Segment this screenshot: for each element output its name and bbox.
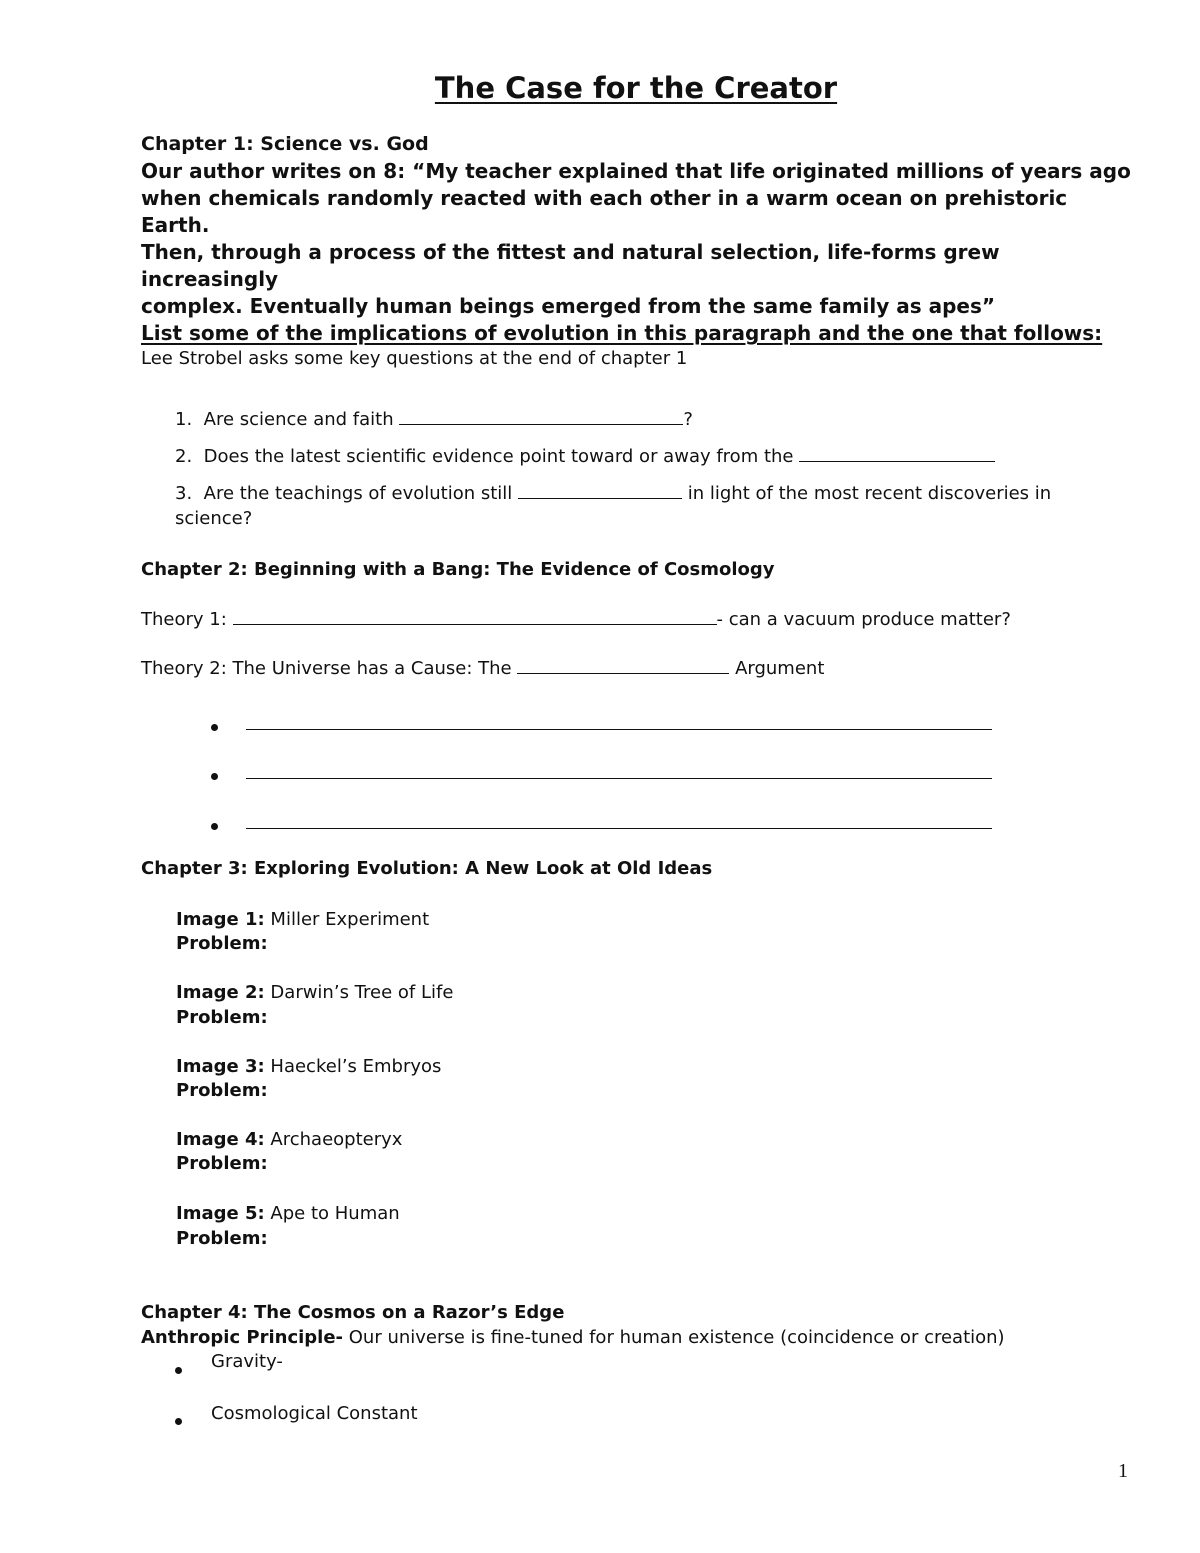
quote-line: complex. Eventually human beings emerged from the same family as apes”: [141, 294, 996, 318]
question-end: ?: [683, 409, 693, 430]
answer-blank[interactable]: [399, 409, 683, 425]
quote-line: Our author writes on 8: “My teacher explained that life originated millions of years ago: [141, 159, 1131, 183]
problem-label: Problem:: [176, 933, 268, 954]
question-number: 1.: [175, 409, 193, 430]
theory-1-label: Theory 1:: [141, 609, 227, 630]
image-item: [176, 982, 453, 1003]
answer-blank[interactable]: [233, 609, 717, 625]
question-number: 2.: [175, 446, 193, 467]
document-title: The Case for the Creator: [434, 71, 838, 105]
question-text: Are the teachings of evolution still: [203, 483, 513, 504]
image-name: Ape to Human: [270, 1203, 400, 1224]
image-item: [176, 1203, 400, 1224]
image-name: Archaeopteryx: [270, 1129, 403, 1150]
problem-label: Problem:: [176, 1228, 268, 1249]
problem-label: Problem:: [176, 1080, 268, 1101]
answer-line[interactable]: [246, 715, 992, 730]
theory-2-label: Theory 2: The Universe has a Cause: The: [141, 658, 512, 679]
page-number: 1: [1118, 1460, 1128, 1482]
answer-blank[interactable]: [518, 483, 682, 499]
chapter-1-heading: Chapter 1: Science vs. God: [141, 133, 429, 155]
bullet-icon: [211, 815, 218, 834]
chapter-1-quote: [141, 158, 1141, 347]
question-1: [175, 409, 693, 430]
anthropic-principle: [141, 1327, 1005, 1348]
list-item: Cosmological Constant: [211, 1403, 418, 1424]
theory-1-end: - can a vacuum produce matter?: [716, 609, 1011, 630]
image-item: [176, 1056, 441, 1077]
list-item: Gravity-: [211, 1351, 283, 1372]
bullet-icon: [211, 765, 218, 784]
quote-line: Then, through a process of the fittest and natural selection, life-forms grew increasingly: [141, 240, 1000, 291]
bullet-icon: [175, 1359, 182, 1378]
problem-label: Problem:: [176, 1007, 268, 1028]
image-name: Haeckel’s Embryos: [270, 1056, 442, 1077]
question-number: 3.: [175, 483, 193, 504]
image-label: Image 5:: [176, 1203, 265, 1224]
answer-line[interactable]: [246, 764, 992, 779]
bullet-icon: [211, 716, 218, 735]
theory-2-end: Argument: [735, 658, 825, 679]
bullet-icon: [175, 1410, 182, 1429]
image-item: [176, 1129, 402, 1150]
principle-text: Our universe is fine-tuned for human existence (coincidence or creation): [348, 1327, 1005, 1348]
question-text: Are science and faith: [203, 409, 394, 430]
answer-blank[interactable]: [517, 658, 729, 674]
answer-blank[interactable]: [799, 446, 995, 462]
question-2: [175, 446, 995, 467]
question-3: [175, 483, 1051, 504]
image-label: Image 4:: [176, 1129, 265, 1150]
chapter-4-heading: Chapter 4: The Cosmos on a Razor’s Edge: [141, 1302, 565, 1323]
questions-intro: Lee Strobel asks some key questions at the end of chapter 1: [141, 348, 688, 369]
image-label: Image 3:: [176, 1056, 265, 1077]
image-item: [176, 909, 429, 930]
principle-label: Anthropic Principle-: [141, 1327, 344, 1348]
chapter-2-heading: Chapter 2: Beginning with a Bang: The Evidence of Cosmology: [141, 559, 775, 580]
image-name: Miller Experiment: [270, 909, 430, 930]
image-label: Image 2:: [176, 982, 265, 1003]
theory-1: [141, 609, 1011, 630]
theory-2: [141, 658, 824, 679]
quote-line: when chemicals randomly reacted with each other in a warm ocean on prehistoric Earth.: [141, 186, 1068, 237]
image-name: Darwin’s Tree of Life: [270, 982, 454, 1003]
question-3-continued: science?: [175, 508, 253, 529]
image-label: Image 1:: [176, 909, 265, 930]
question-end: in light of the most recent discoveries in: [687, 483, 1052, 504]
chapter-3-heading: Chapter 3: Exploring Evolution: A New Look at Old Ideas: [141, 858, 713, 879]
chapter-1-prompt: List some of the implications of evolution in this paragraph and the one that follows:: [141, 321, 1103, 345]
question-text: Does the latest scientific evidence point toward or away from the: [203, 446, 794, 467]
problem-label: Problem:: [176, 1153, 268, 1174]
answer-line[interactable]: [246, 814, 992, 829]
